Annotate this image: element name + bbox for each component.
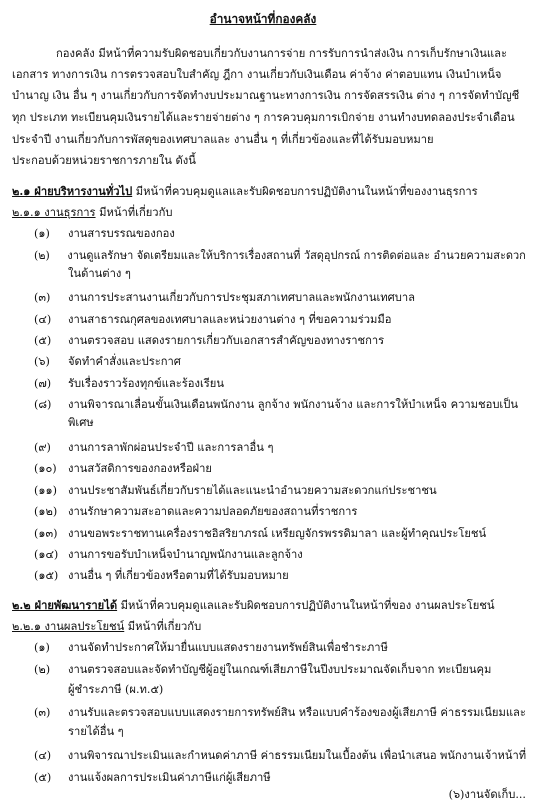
list-item xyxy=(34,331,384,350)
item-number: (๑) xyxy=(34,227,50,240)
list-item xyxy=(34,395,518,414)
item-text: พิเศษ xyxy=(68,416,94,429)
item-number: (๑๐) xyxy=(34,462,57,475)
item-number: (๓) xyxy=(34,706,51,719)
item-number: (๓) xyxy=(34,291,51,304)
item-number: (๑๕) xyxy=(34,569,59,582)
item-text: งานการขอรับบำเหน็จบำนาญพนักงานและลูกจ้าง xyxy=(68,548,303,561)
item-text: งานอื่น ๆ ที่เกี่ยวข้องหรือตามที่ได้รับมอบหมาย xyxy=(68,569,289,582)
item-text: งานแจ้งผลการประเมินค่าภาษีแก่ผู้เสียภาษี xyxy=(68,771,271,784)
list-item xyxy=(34,352,181,371)
item-number: (๖) xyxy=(34,355,50,368)
item-text: งานตรวจสอบและจัดทำบัญชีผู้อยู่ในเกณฑ์เสียภาษีในปีงบประมาณจัดเก็บจาก ทะเบียนคุม xyxy=(68,663,492,676)
item-number: (๑๓) xyxy=(34,527,58,540)
intro-line: ประกอบด้วยหน่วยราชการภายใน ดังนี้ xyxy=(12,154,196,167)
item-text: จัดทำคำสั่งและประกาศ xyxy=(68,355,181,368)
list-item xyxy=(34,224,175,243)
list-item-continuation xyxy=(34,722,124,741)
intro-line: ทุก ประเภท ทะเบียนคุมเงินรายได้และรายจ่ายต่าง ๆ การควบคุมการเบิกจ่าย งานทำงบทดลองประจำเดือน xyxy=(12,111,515,124)
intro-line: ประจำปี งานเกี่ยวกับการพัสดุของเทศบาลและ งานอื่น ๆ ที่เกี่ยวข้องและที่ได้รับมอบหมาย xyxy=(12,133,434,146)
section-heading xyxy=(12,596,495,615)
item-text: รับเรื่องราวร้องทุกข์และร้องเรียน xyxy=(68,377,224,390)
item-text: งานจัดทำประกาศให้มายื่นแบบแสดงรายงานทรัพย์สินเพื่อชำระภาษี xyxy=(68,641,388,654)
item-text: ในด้านต่าง ๆ xyxy=(68,267,131,280)
item-number: (๘) xyxy=(34,398,52,411)
list-item xyxy=(34,566,289,585)
list-item xyxy=(34,288,415,307)
list-item xyxy=(34,310,391,329)
section-title: ๒.๑ ฝ่ายบริหารงานทั่วไป xyxy=(12,184,133,198)
list-item-continuation xyxy=(34,680,163,699)
item-text: งานสาธารณกุศลของเทศบาลและหน่วยงานต่าง ๆ ที่ขอความร่วมมือ xyxy=(68,313,392,326)
item-text: ผู้ชำระภาษี (ผ.ท.๕) xyxy=(68,683,164,696)
section-heading-text: มีหน้าที่ควบคุมดูแลและรับผิดชอบการปฏิบัติงานในหน้าที่ของ งานผลประโยชน์ xyxy=(117,599,495,612)
page-title: อำนาจหน้าที่กองคลัง xyxy=(209,12,317,26)
list-item xyxy=(34,703,526,722)
subsection-heading xyxy=(12,617,201,636)
list-item xyxy=(34,502,357,521)
item-text: งานขอพระราชทานเครื่องราชอิสริยาภรณ์ เหรียญจักรพรรดิมาลา และผู้ทำคุณประโยชน์ xyxy=(68,527,487,540)
list-item xyxy=(34,481,437,500)
item-number: (๔) xyxy=(34,749,52,762)
item-text: งานการลาพักผ่อนประจำปี และการลาอื่น ๆ xyxy=(68,441,274,454)
intro-line: กองคลัง มีหน้าที่ความรับผิดชอบเกี่ยวกับงานการจ่าย การรับการนำส่งเงิน การเก็บรักษาเงินและ xyxy=(56,47,508,60)
subsection-heading-text: มีหน้าที่เกี่ยวกับ xyxy=(124,620,202,633)
item-text: งานสวัสดิการของกองหรือฝ่าย xyxy=(68,462,212,475)
item-number: (๙) xyxy=(34,441,51,454)
item-text: งานรักษาความสะอาดและความปลอดภัยของสถานที่ราชการ xyxy=(68,505,358,518)
item-text: งานตรวจสอบ แสดงรายการเกี่ยวกับเอกสารสำคัญของทางราชการ xyxy=(68,334,385,347)
list-item xyxy=(34,545,303,564)
list-item xyxy=(34,438,274,457)
continued-footer: (๖)งานจัดเก็บ... xyxy=(448,788,526,801)
item-text: งานดูแลรักษา จัดเตรียมและให้บริการเรื่องสถานที่ วัสดุอุปกรณ์ การติดต่อและ อำนวยความสะดวก xyxy=(67,249,526,262)
item-number: (๒) xyxy=(34,663,51,676)
item-text: งานการประสานงานเกี่ยวกับการประชุมสภาเทศบาลและพนักงานเทศบาล xyxy=(68,291,416,304)
item-number: (๑๔) xyxy=(34,548,59,561)
list-item-continuation xyxy=(34,413,94,432)
item-text: รายได้อื่น ๆ xyxy=(68,725,124,738)
list-item xyxy=(34,768,271,787)
item-number: (๑) xyxy=(34,641,50,654)
list-item xyxy=(34,374,224,393)
list-item-continuation xyxy=(34,264,131,283)
list-item xyxy=(34,660,491,679)
item-number: (๕) xyxy=(34,771,52,784)
subsection-heading-text: มีหน้าที่เกี่ยวกับ xyxy=(95,206,173,219)
section-heading-text: มีหน้าที่ควบคุมดูแลและรับผิดชอบการปฏิบัติงานในหน้าที่ของงานธุรการ xyxy=(132,185,478,198)
subsection-title: ๒.๒.๑ งานผลประโยชน์ xyxy=(12,620,125,633)
item-number: (๑๑) xyxy=(34,484,57,497)
list-item xyxy=(34,638,388,657)
item-text: งานสารบรรณของกอง xyxy=(68,227,175,240)
item-number: (๒) xyxy=(34,249,50,262)
item-number: (๕) xyxy=(34,334,52,347)
list-item xyxy=(34,524,486,543)
section-title: ๒.๒ ฝ่ายพัฒนารายได้ xyxy=(12,598,118,612)
item-text: งานพิจารณาประเมินและกำหนดค่าภาษี ค่าธรรมเนียมในเบื้องต้น เพื่อนำเสนอ พนักงานเจ้าหน้าที่ xyxy=(67,749,527,762)
item-text: งานพิจารณาเลื่อนขั้นเงินเดือนพนักงาน ลูกจ้าง พนักงานจ้าง และการให้บำเหน็จ ความชอบเป็น xyxy=(68,398,519,411)
intro-line: เอกสาร ทางการเงิน การตรวจสอบใบสำคัญ ฎีกา งานเกี่ยวกับเงินเดือน ค่าจ้าง ค่าตอบแทน เงินบำเหน็จ xyxy=(12,68,502,81)
subsection-title: ๒.๑.๑ งานธุรการ xyxy=(12,206,96,219)
item-number: (๔) xyxy=(34,313,52,326)
item-text: งานประชาสัมพันธ์เกี่ยวกับรายได้และแนะนำอำนวยความสะดวกแก่ประชาชน xyxy=(68,484,437,497)
item-number: (๑๒) xyxy=(34,505,58,518)
section-heading xyxy=(12,182,478,201)
list-item xyxy=(34,459,212,478)
subsection-heading xyxy=(12,203,172,222)
list-item xyxy=(34,746,526,765)
item-text: งานรับและตรวจสอบแบบแสดงรายการทรัพย์สิน หรือแบบคำร้องของผู้เสียภาษี ค่าธรรมเนียมและ xyxy=(68,706,526,719)
intro-line: บำนาญ เงิน อื่น ๆ งานเกี่ยวกับการจัดทำงบประมาณฐานะทางการเงิน การจัดสรรเงิน ต่าง ๆ การจัดทำบัญชี xyxy=(12,89,520,102)
item-number: (๗) xyxy=(34,377,52,390)
list-item xyxy=(34,246,526,265)
